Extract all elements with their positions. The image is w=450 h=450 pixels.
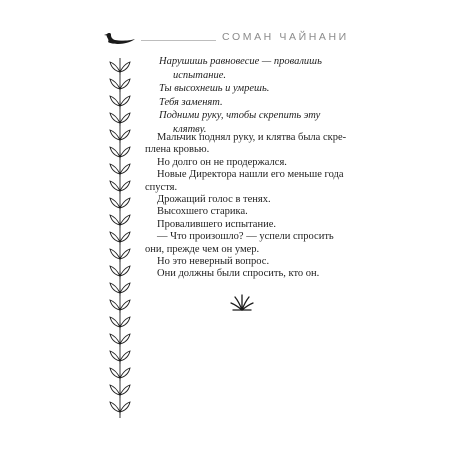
header-rule (141, 40, 216, 41)
oath-line: испытание. (173, 69, 226, 81)
oath-line: Подними руку, чтобы скрепить эту (159, 110, 321, 122)
running-head: СОМАН ЧАЙНАНИ (222, 31, 349, 43)
oath-block (159, 55, 359, 137)
body-line: плена кровью. (145, 144, 210, 156)
body-line: Мальчик поднял руку, и клятва была скре- (157, 132, 347, 143)
swan-icon (99, 30, 139, 48)
oath-line: Ты высохнешь и умрешь. (159, 83, 270, 95)
body-line: Но долго он не продержался. (157, 156, 287, 168)
vine-border-icon (107, 58, 133, 418)
body-line: Они должны были спросить, кто он. (157, 268, 320, 280)
body-line: Высохшего старика. (157, 206, 248, 218)
body-line: Новые Директора нашли его меньше года (157, 169, 344, 181)
body-text (145, 132, 349, 281)
grass-tuft-icon (229, 293, 255, 311)
oath-line: Тебя заменят. (159, 96, 223, 108)
body-line: они, прежде чем он умер. (145, 243, 260, 255)
body-line: Дрожащий голос в тенях. (157, 194, 271, 206)
body-line: — Что произошло? — успели спросить (157, 231, 334, 243)
body-line: Провалившего испытание. (157, 218, 276, 230)
oath-line: клятву. (173, 123, 207, 135)
body-line: спустя. (145, 181, 178, 193)
oath-line: Нарушишь равновесие — провалишь (159, 56, 322, 67)
body-line: Но это неверный вопрос. (157, 256, 270, 268)
